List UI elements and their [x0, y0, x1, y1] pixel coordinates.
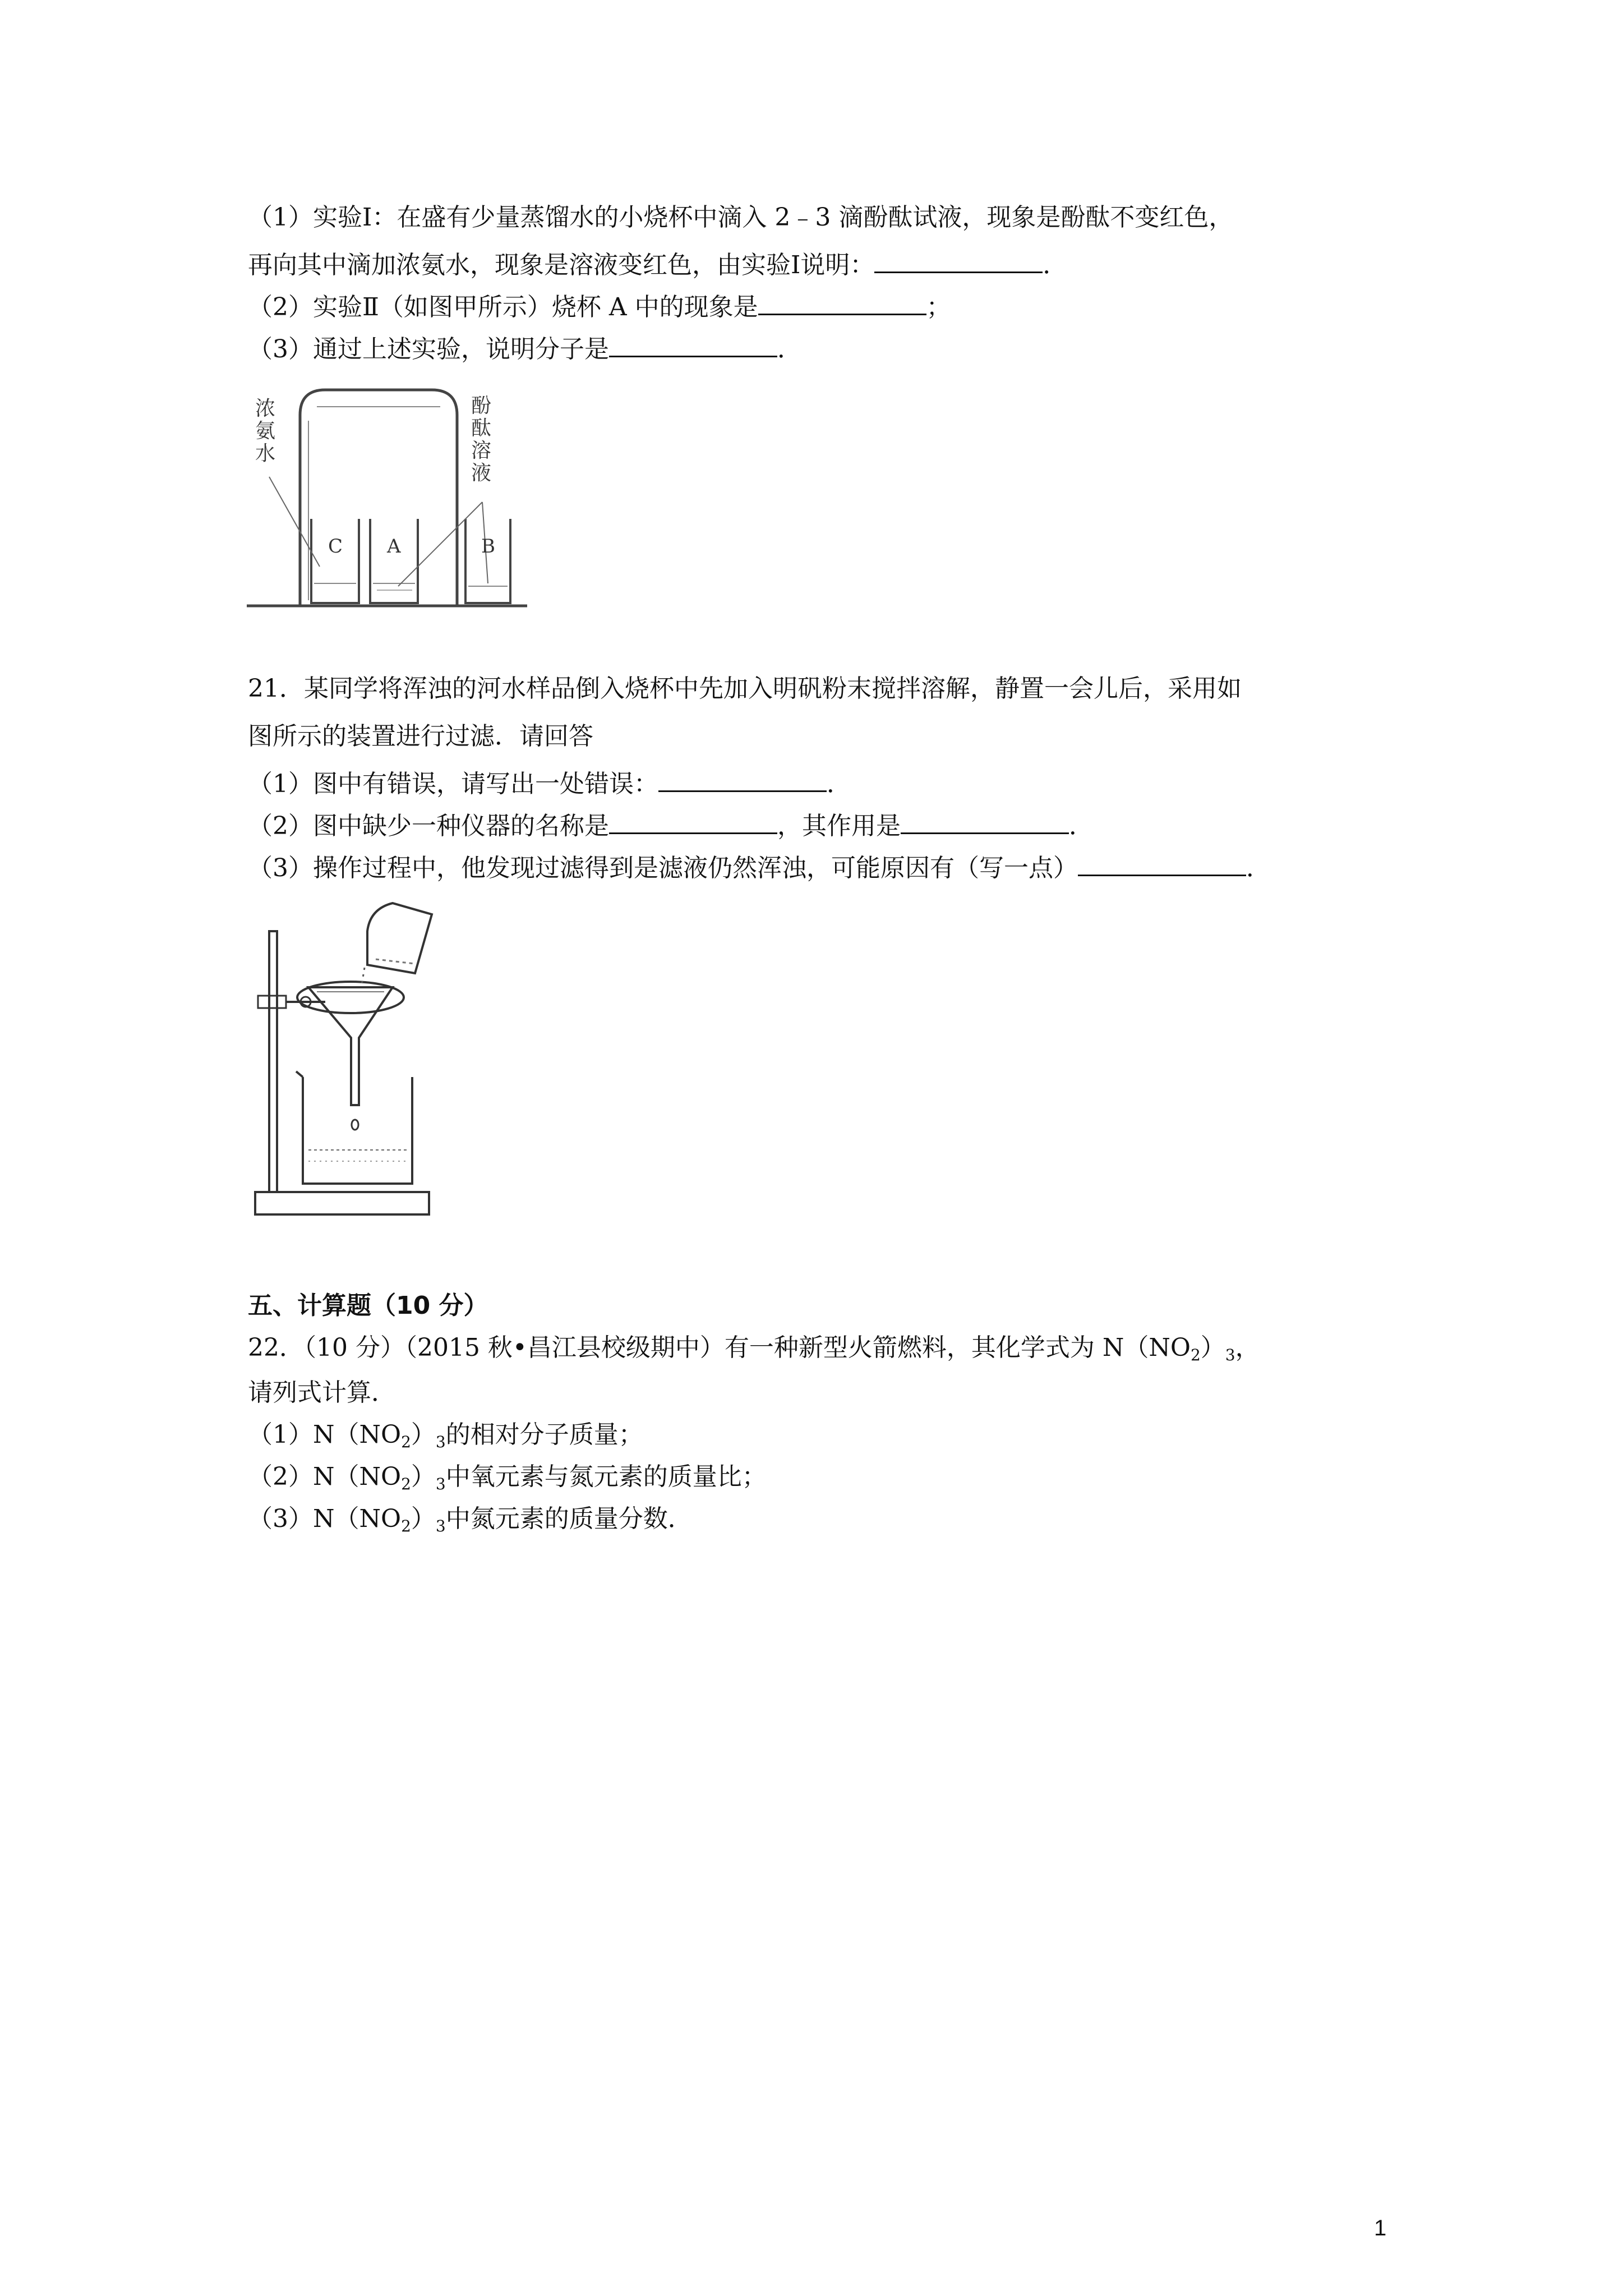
beaker-label-b: B: [481, 535, 495, 558]
label-phenolphthalein: 酚 酞 溶 液: [471, 394, 492, 485]
q21-part1: （1）图中有错误，请写出一处错误： ．: [248, 766, 851, 803]
q21-intro-line2: 图所示的装置进行过滤．请回答: [248, 722, 593, 751]
ammonia-experiment-figure: [247, 381, 527, 617]
q20-part2: （2）实验Ⅱ（如图甲所示）烧杯 A 中的现象是 ；: [248, 289, 951, 326]
beaker-label-c: C: [328, 535, 343, 558]
q22-part3: $(3)N(NO_2)_3$中氮元素的质量分数．: [248, 1504, 693, 1535]
answer-blank[interactable]: [658, 768, 827, 792]
q20-part1-line1: （1）实验Ⅰ：在盛有少量蒸馏水的小烧杯中滴入 2﹣3 滴酚酞试液，现象是酚酞不变红色，: [248, 203, 1234, 232]
answer-blank[interactable]: [901, 810, 1069, 834]
q20-part3: （3）通过上述实验，说明分子是 ．: [248, 331, 802, 368]
answer-blank[interactable]: [758, 291, 926, 315]
q22-line1: 22．（10 分）（2015 秋•昌江县校级期中）有一种新型火箭燃料，其化学式为 $N(NO_2)_3$，: [248, 1333, 1260, 1364]
answer-blank[interactable]: [1078, 852, 1246, 876]
section-heading-calculation: 五、计算题（10 分）: [248, 1291, 488, 1320]
q22-part2: $(2)N(NO_2)_3$中氧元素与氮元素的质量比；: [248, 1462, 767, 1493]
answer-blank[interactable]: [874, 249, 1043, 273]
q22-line2: 请列式计算．: [248, 1378, 396, 1407]
q22-part1: $(1)N(NO_2)_3$的相对分子质量；: [248, 1420, 643, 1451]
label-ammonia: 浓 氨 水: [255, 397, 276, 465]
q21-intro-line1: 21．某同学将浑浊的河水样品倒入烧杯中先加入明矾粉末搅拌溶解，静置一会儿后，采用如: [248, 674, 1242, 703]
filtration-apparatus-figure: [247, 898, 494, 1223]
answer-blank[interactable]: [609, 333, 777, 357]
q20-part1-line2: 再向其中滴加浓氨水，现象是溶液变红色，由实验Ⅰ说明： ．: [248, 247, 1067, 284]
q21-part2: （2）图中缺少一种仪器的名称是 ，其作用是 ．: [248, 808, 1094, 845]
q21-part3: （3）操作过程中，他发现过滤得到是滤液仍然浑浊，可能原因有（写一点） ．: [248, 850, 1271, 887]
page-number: 1: [1374, 2216, 1387, 2240]
beaker-label-a: A: [387, 535, 401, 558]
answer-blank[interactable]: [609, 810, 777, 834]
